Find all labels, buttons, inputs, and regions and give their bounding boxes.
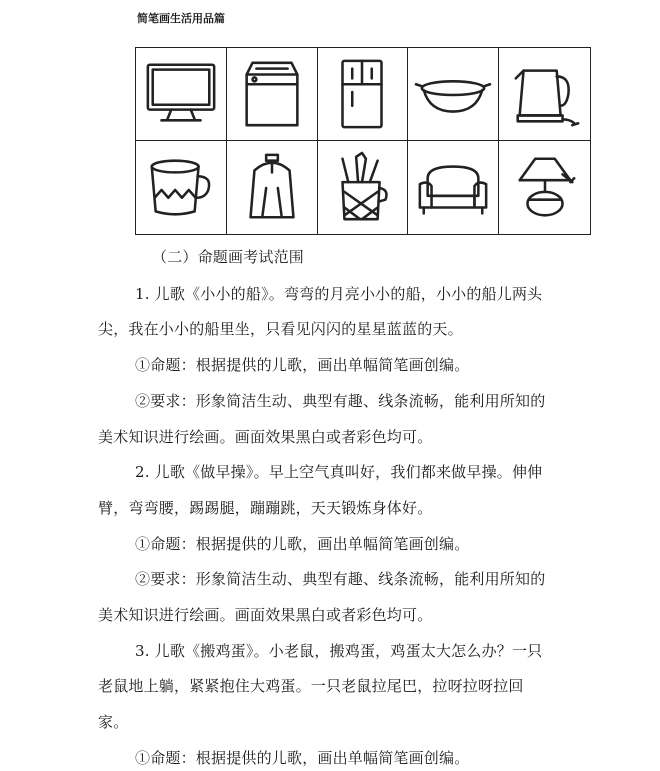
paragraph-line: 2. 儿歌《做早操》。早上空气真叫好，我们都来做早操。伸伸 <box>135 463 543 481</box>
grid-cell-wok <box>408 48 499 141</box>
grid-cell-kettle <box>499 48 590 141</box>
paragraph-line: ①命题：根据提供的儿歌，画出单幅简笔画创编。 <box>135 356 470 374</box>
refrigerator-icon <box>323 55 401 133</box>
grid-cell-sofa <box>408 141 499 234</box>
paragraph-line: 臂，弯弯腰，踢踢腿，蹦蹦跳，天天锻炼身体好。 <box>98 499 433 517</box>
section-heading: （二）命题画考试范围 <box>152 248 305 266</box>
paragraph-line: ①命题：根据提供的儿歌，画出单幅简笔画创编。 <box>135 749 470 767</box>
paragraph-line: ②要求：形象简洁生动、典型有趣、线条流畅，能利用所知的 <box>135 392 546 410</box>
wok-icon <box>414 55 492 133</box>
grid-cell-pen-holder <box>318 141 409 234</box>
paragraph-line: ①命题：根据提供的儿歌，画出单幅简笔画创编。 <box>135 535 470 553</box>
grid-cell-cup <box>136 141 227 234</box>
cup-icon <box>142 149 220 227</box>
table-lamp-icon <box>506 149 584 227</box>
grid-cell-backpack <box>227 141 318 234</box>
paragraph-line: 尖，我在小小的船里坐，只看见闪闪的星星蓝蓝的天。 <box>98 320 463 338</box>
pen-holder-icon <box>323 149 401 227</box>
paragraph-line: ②要求：形象简洁生动、典型有趣、线条流畅，能利用所知的 <box>135 570 546 588</box>
paragraph-line: 1. 儿歌《小小的船》。弯弯的月亮小小的船，小小的船儿两头 <box>135 285 543 303</box>
grid-cell-table-lamp <box>499 141 590 234</box>
paragraph-line: 家。 <box>98 713 129 731</box>
drawing-grid <box>135 47 591 235</box>
paragraph-line: 老鼠地上躺，紧紧抱住大鸡蛋。一只老鼠拉尾巴，拉呀拉呀拉回 <box>98 677 524 695</box>
paragraph-line: 美术知识进行绘画。画面效果黑白或者彩色均可。 <box>98 606 433 624</box>
sofa-icon <box>414 149 492 227</box>
grid-cell-television <box>136 48 227 141</box>
grid-cell-refrigerator <box>318 48 409 141</box>
page-title: 简笔画生活用品篇 <box>137 12 225 25</box>
grid-cell-washing-machine <box>227 48 318 141</box>
backpack-icon <box>233 149 311 227</box>
electric-kettle-icon <box>506 55 584 133</box>
washing-machine-icon <box>233 55 311 133</box>
television-icon <box>142 55 220 133</box>
paragraph-line: 3. 儿歌《搬鸡蛋》。小老鼠，搬鸡蛋，鸡蛋太大怎么办？一只 <box>135 642 543 660</box>
paragraph-line: 美术知识进行绘画。画面效果黑白或者彩色均可。 <box>98 428 433 446</box>
